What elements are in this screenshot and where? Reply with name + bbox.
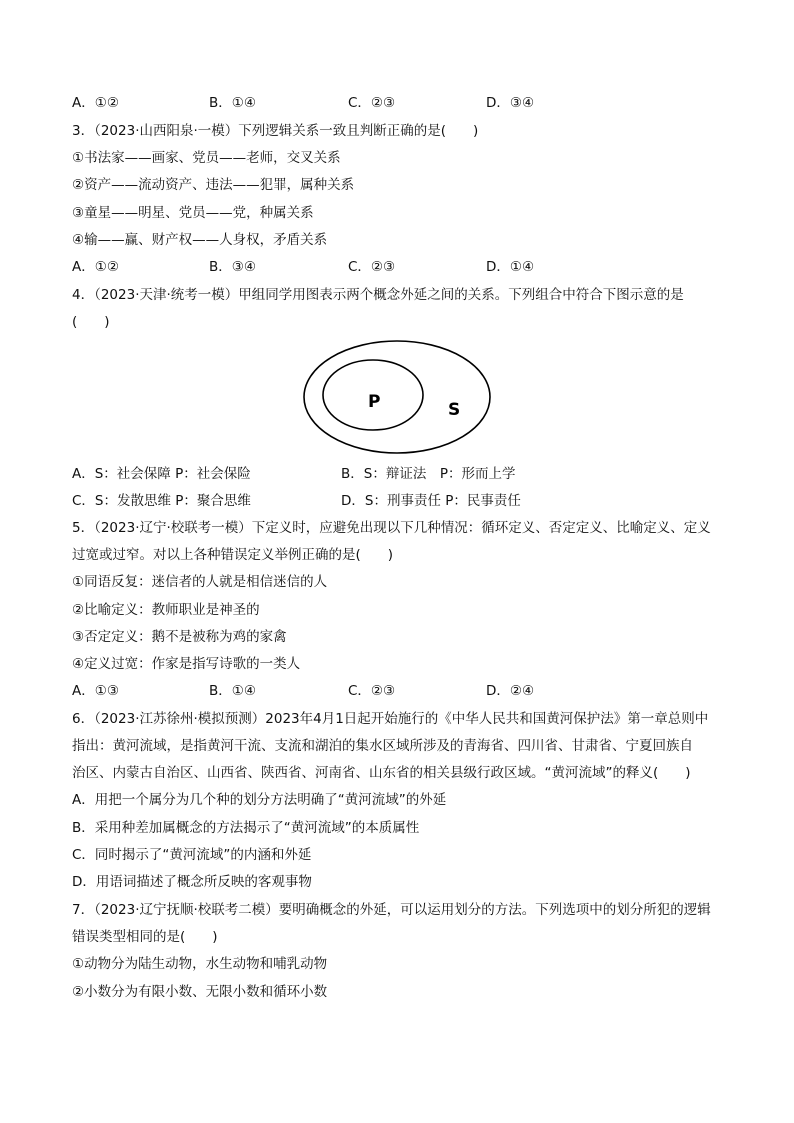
q3-option-c: C．②③ xyxy=(348,259,396,275)
q4-option-b: B．S：辩证法 P：形而上学 xyxy=(341,466,516,482)
q5-option-b: B．①④ xyxy=(209,683,256,699)
q3-option-b: B．③④ xyxy=(209,259,256,275)
q4-option-c: C．S：发散思维 P：聚合思维 xyxy=(72,493,251,509)
q5-item-1: ①同语反复：迷信者的人就是相信迷信的人 xyxy=(72,574,328,590)
q5-stem-line-2: 过宽或过窄。对以上各种错误定义举例正确的是( ) xyxy=(72,547,394,563)
q5-options xyxy=(72,681,732,701)
q4-option-d: D．S：刑事责任 P：民事责任 xyxy=(341,493,521,509)
q3-item-3: ③童星——明星、党员——党，种属关系 xyxy=(72,205,314,221)
q4-stem-line-1: 4．（2023·天津·统考一模）甲组同学用图表示两个概念外延之间的关系。下列组合中符合下图示意的是 xyxy=(72,287,684,303)
q2-option-d: D．③④ xyxy=(486,95,535,111)
q2-options xyxy=(72,93,732,113)
inner-label-p: P xyxy=(368,392,381,412)
q3-item-1: ①书法家——画家、党员——老师，交叉关系 xyxy=(72,150,341,166)
q6-option-b: B．采用种差加属概念的方法揭示了“黄河流域”的本质属性 xyxy=(72,820,420,836)
q2-option-a: A．①② xyxy=(72,95,119,111)
outer-ellipse-s xyxy=(304,341,490,453)
q5-option-a: A．①③ xyxy=(72,683,119,699)
q4-option-a: A．S：社会保障 P：社会保险 xyxy=(72,466,251,482)
q7-item-2: ②小数分为有限小数、无限小数和循环小数 xyxy=(72,984,328,1000)
q4-stem-line-2: ( ) xyxy=(72,314,110,330)
q3-item-2: ②资产——流动资产、违法——犯罪，属种关系 xyxy=(72,177,355,193)
q7-stem-line-2: 错误类型相同的是( ) xyxy=(72,929,218,945)
q6-stem-line-3: 治区、内蒙古自治区、山西省、陕西省、河南省、山东省的相关县级行政区域。“黄河流域”的释义( ) xyxy=(72,765,691,781)
q3-options xyxy=(72,257,732,277)
q6-option-a: A．用把一个属分为几个种的划分方法明确了“黄河流域”的外延 xyxy=(72,792,447,808)
q5-item-3: ③否定定义：鹅不是被称为鸡的家禽 xyxy=(72,629,287,645)
q5-option-c: C．②③ xyxy=(348,683,396,699)
q5-item-2: ②比喻定义：教师职业是神圣的 xyxy=(72,602,260,618)
q4-options-row-1 xyxy=(72,464,732,484)
q4-options-row-2 xyxy=(72,491,732,511)
q5-stem-line-1: 5．（2023·辽宁·校联考一模）下定义时，应避免出现以下几种情况：循环定义、否定定义、比喻定义、定义 xyxy=(72,520,711,536)
q6-option-d: D．用语词描述了概念所反映的客观事物 xyxy=(72,874,312,890)
q6-stem-line-2: 指出：黄河流域，是指黄河干流、支流和湖泊的集水区域所涉及的青海省、四川省、甘肃省、宁夏回族自 xyxy=(72,738,693,754)
concept-diagram xyxy=(300,335,500,455)
q2-option-c: C．②③ xyxy=(348,95,396,111)
q5-item-4: ④定义过宽：作家是指写诗歌的一类人 xyxy=(72,656,301,672)
q3-item-4: ④输——赢、财产权——人身权，矛盾关系 xyxy=(72,232,328,248)
q3-option-d: D．①④ xyxy=(486,259,535,275)
q3-stem: 3．（2023·山西阳泉·一模）下列逻辑关系一致且判断正确的是( ) xyxy=(72,123,479,139)
q7-item-1: ①动物分为陆生动物，水生动物和哺乳动物 xyxy=(72,956,328,972)
q5-option-d: D．②④ xyxy=(486,683,535,699)
q3-option-a: A．①② xyxy=(72,259,119,275)
q7-stem-line-1: 7．（2023·辽宁抚顺·校联考二模）要明确概念的外延，可以运用划分的方法。下列选项中的划分所犯的逻辑 xyxy=(72,902,711,918)
outer-label-s: S xyxy=(448,400,461,420)
q6-stem-line-1: 6．（2023·江苏徐州·模拟预测）2023年4月1日起开始施行的《中华人民共和国黄河保护法》第一章总则中 xyxy=(72,711,709,727)
q6-option-c: C．同时揭示了“黄河流域”的内涵和外延 xyxy=(72,847,312,863)
q2-option-b: B．①④ xyxy=(209,95,256,111)
